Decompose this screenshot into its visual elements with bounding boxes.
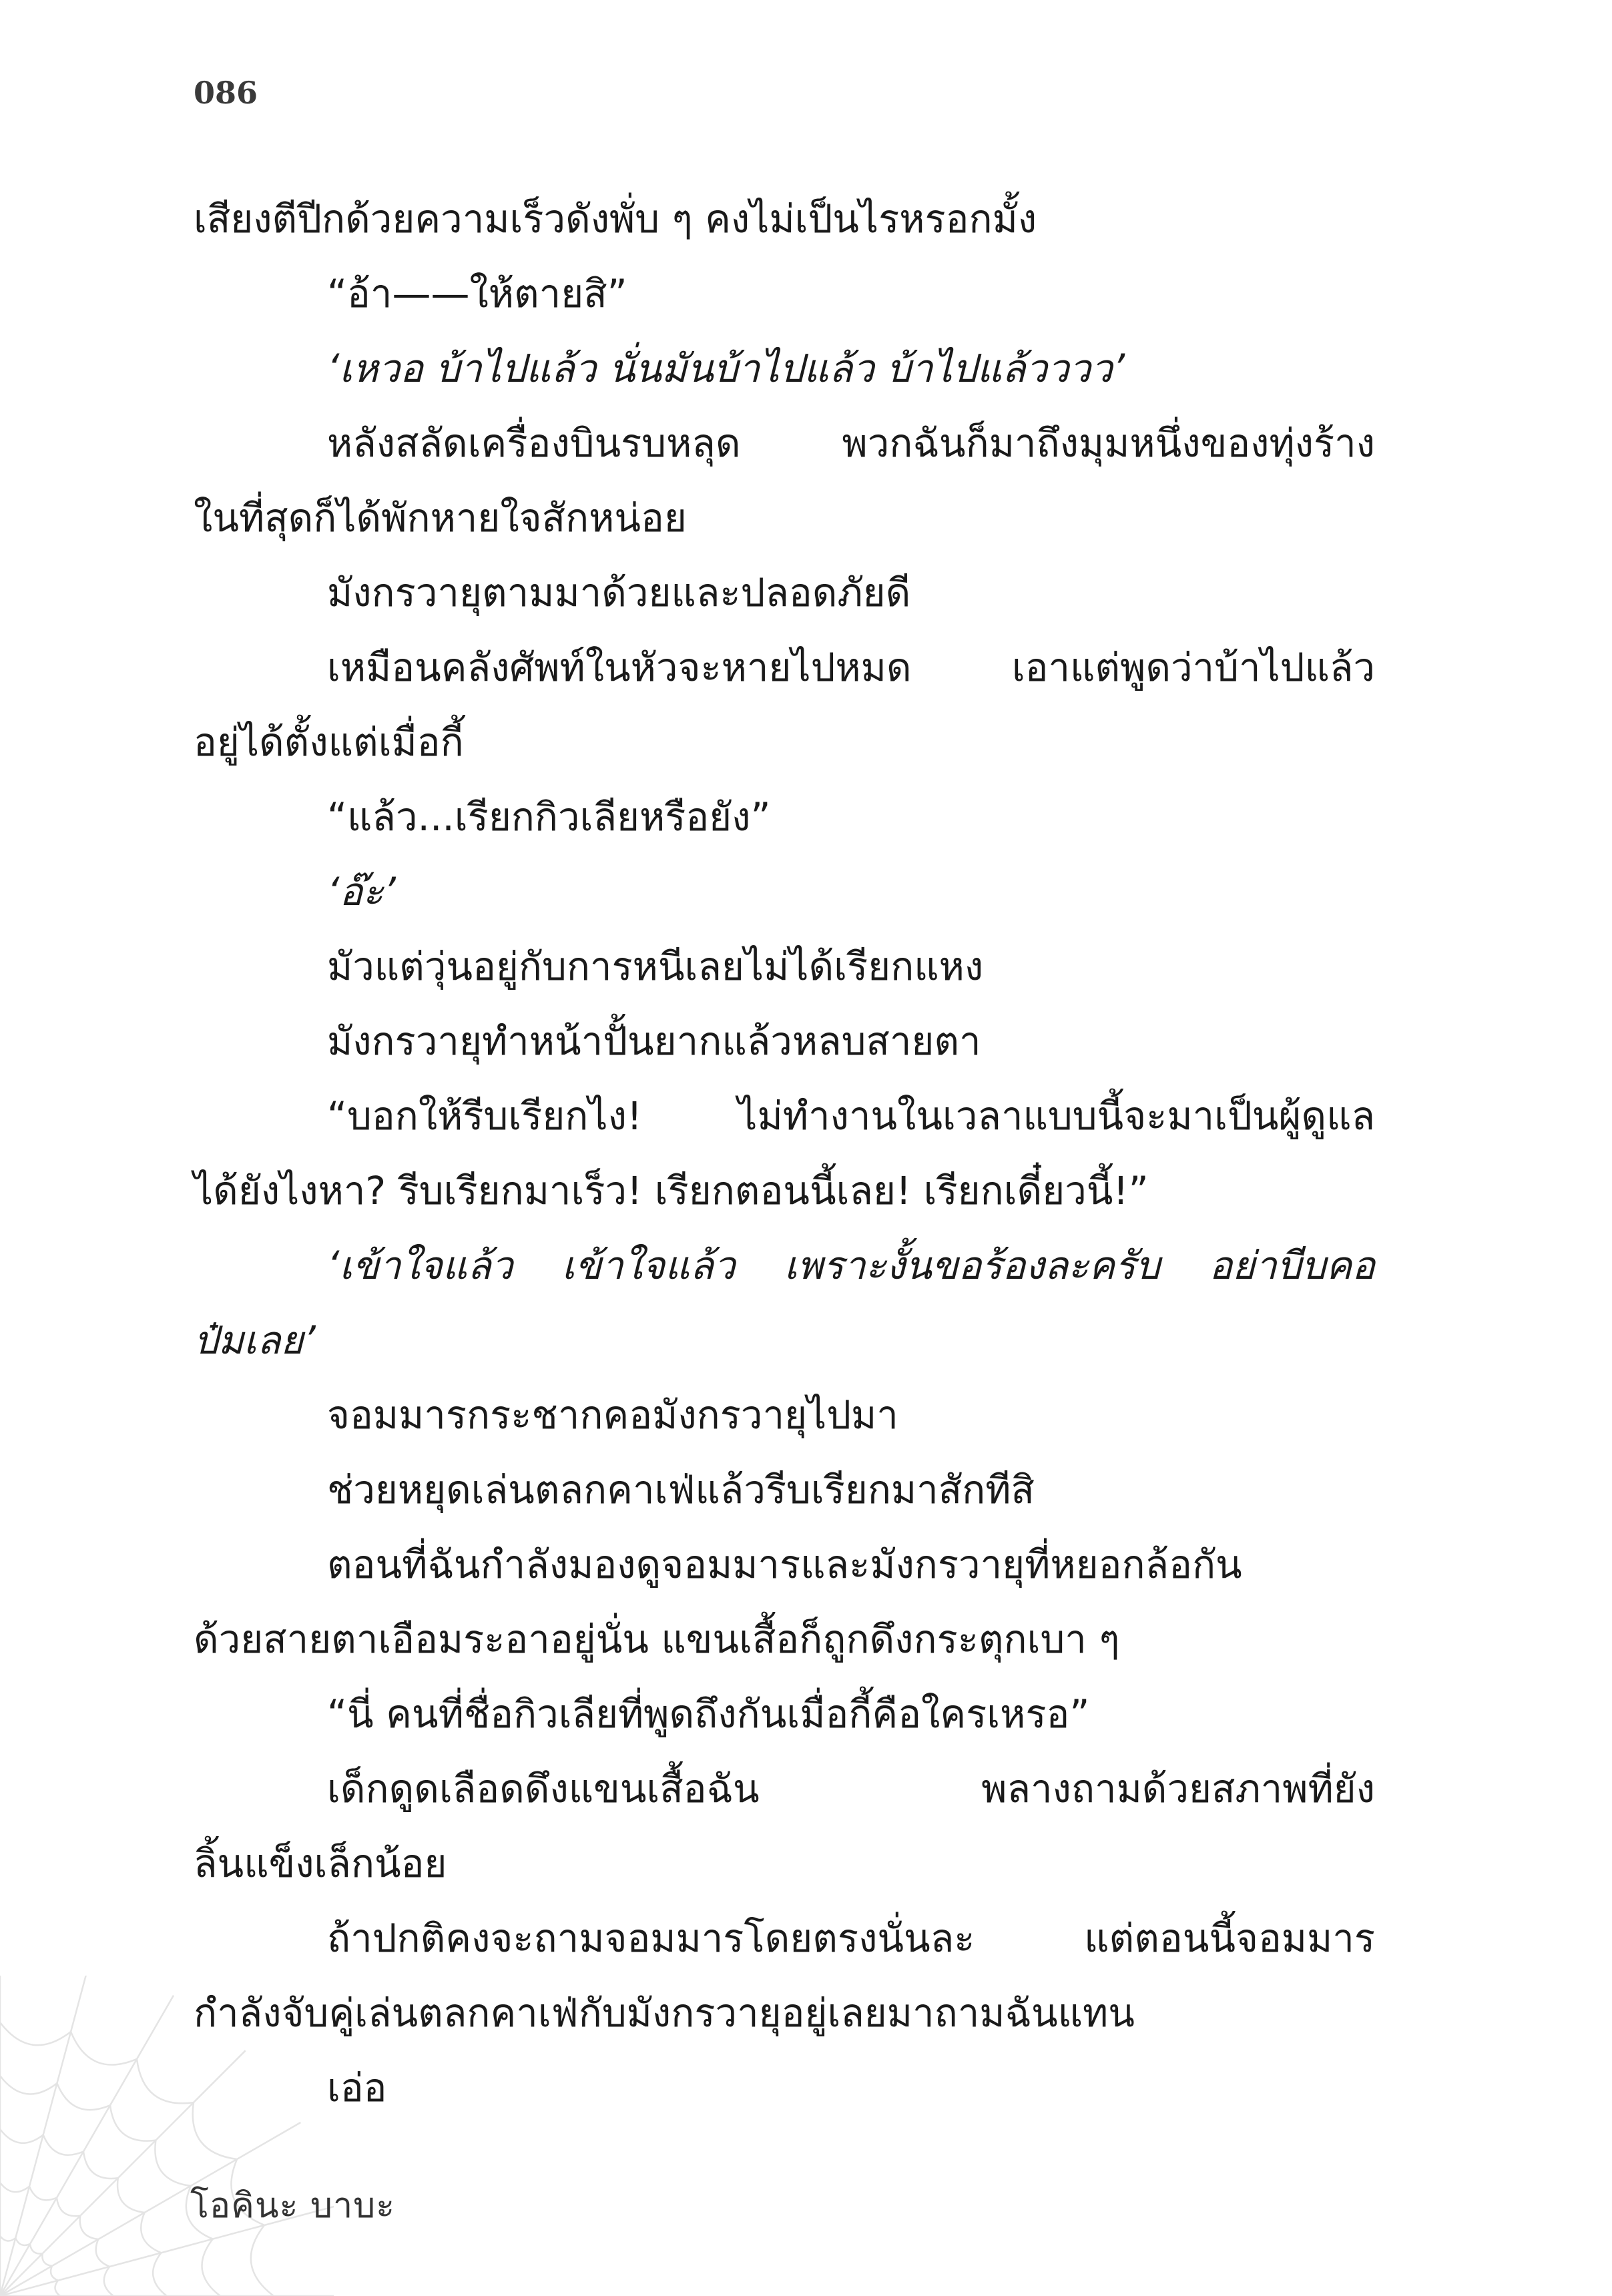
- page-number: 086: [194, 75, 258, 111]
- text-line: “บอกให้รีบเรียกไง! ไม่ทำงานในเวลาแบบนี้จะมาเป็นผู้ดูแล: [327, 1093, 1375, 1139]
- text-line: หลังสลัดเครื่องบินรบหลุด พวกฉันก็มาถึงมุมหนึ่งของทุ่งร้าง: [327, 420, 1375, 466]
- text-line: ช่วยหยุดเล่นตลกคาเฟ่แล้วรีบเรียกมาสักทีสิ: [327, 1467, 1035, 1512]
- text-line: กำลังจับคู่เล่นตลกคาเฟ่กับมังกรวายุอยู่เลยมาถามฉันแทน: [194, 1990, 1135, 2036]
- text-line: ‘เข้าใจแล้ว เข้าใจแล้ว เพราะงั้นขอร้องละครับ อย่าบีบคอ: [327, 1243, 1375, 1288]
- text-line: ‘อ๊ะ’: [327, 869, 396, 914]
- text-line: ในที่สุดก็ได้พักหายใจสักหน่อย: [194, 495, 687, 541]
- text-line: เอ่อ: [327, 2065, 387, 2110]
- text-line: จอมมารกระชากคอมังกรวายุไปมา: [327, 1392, 898, 1438]
- text-line: ด้วยสายตาเอือมระอาอยู่นั่น แขนเสื้อก็ถูกดึงกระตุกเบา ๆ: [194, 1617, 1120, 1662]
- footer-author: โอคินะ บาบะ: [190, 2186, 396, 2226]
- text-line: เสียงตีปีกด้วยความเร็วดังพั่บ ๆ คงไม่เป็นไรหรอกมั้ง: [194, 196, 1037, 242]
- text-line: ตอนที่ฉันกำลังมองดูจอมมารและมังกรวายุที่หยอกล้อกัน: [327, 1542, 1242, 1587]
- text-line: เหมือนคลังศัพท์ในหัวจะหายไปหมด เอาแต่พูดว่าบ้าไปแล้ว: [327, 645, 1375, 690]
- spider-web-icon: [0, 1976, 334, 2296]
- text-line: เด็กดูดเลือดดึงแขนเสื้อฉัน พลางถามด้วยสภาพที่ยัง: [327, 1766, 1375, 1811]
- text-line: มัวแต่วุ่นอยู่กับการหนีเลยไม่ได้เรียกแหง: [327, 944, 984, 989]
- text-line: “นี่ คนที่ชื่อกิวเลียที่พูดถึงกันเมื่อกี้คือใครเหรอ”: [327, 1691, 1090, 1737]
- text-line: ป๋มเลย’: [194, 1318, 316, 1363]
- text-line: อยู่ได้ตั้งแต่เมื่อกี้: [194, 720, 464, 765]
- text-line: “แล้ว...เรียกกิวเลียหรือยัง”: [327, 794, 771, 840]
- text-line: มังกรวายุทำหน้าปั้นยากแล้วหลบสายตา: [327, 1019, 981, 1064]
- text-line: ได้ยังไงหา? รีบเรียกมาเร็ว! เรียกตอนนี้เลย! เรียกเดี๋ยวนี้!”: [194, 1168, 1149, 1213]
- text-line: ลิ้นแข็งเล็กน้อย: [194, 1841, 447, 1886]
- text-line: ‘เหวอ บ้าไปแล้ว นั่นมันบ้าไปแล้ว บ้าไปแล้วววว’: [327, 346, 1125, 391]
- text-line: มังกรวายุตามมาด้วยและปลอดภัยดี: [327, 570, 911, 615]
- text-line: “อ้า——ให้ตายสิ”: [327, 271, 627, 316]
- text-line: ถ้าปกติคงจะถามจอมมารโดยตรงนั่นละ แต่ตอนนี้จอมมาร: [327, 1916, 1375, 1961]
